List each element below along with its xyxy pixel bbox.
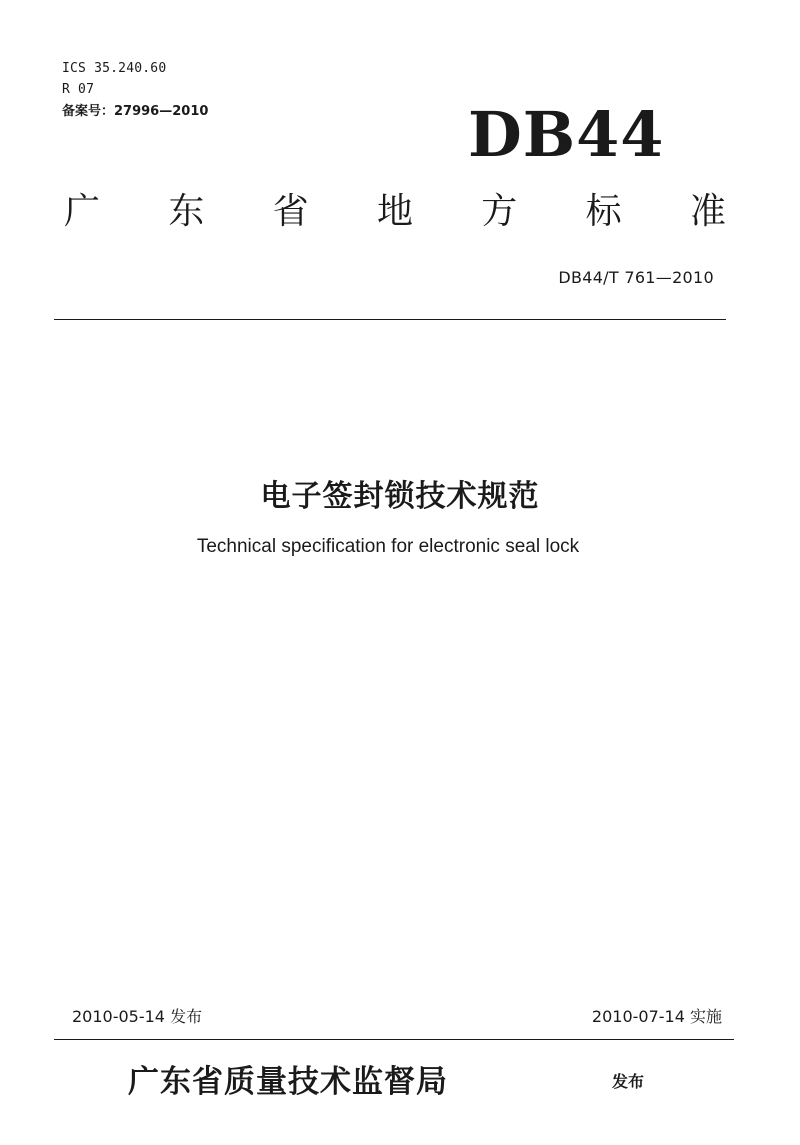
document-title-cn: 电子签封锁技术规范 <box>260 479 540 514</box>
standard-type-char: 标 <box>585 191 622 232</box>
standard-type-char: 方 <box>481 191 518 232</box>
standard-mark: DB44 <box>468 98 665 171</box>
issuer-name: 广东省质量技术监督局 <box>128 1064 448 1100</box>
standard-type-char: 广 <box>63 191 100 232</box>
standard-type-char: 省 <box>272 191 309 232</box>
standard-type-char: 准 <box>689 191 726 232</box>
top-divider <box>54 319 726 320</box>
ccs-code: R 07 <box>62 82 95 97</box>
bottom-divider <box>54 1039 734 1040</box>
issuer-suffix: 发布 <box>612 1072 645 1091</box>
implementation-date: 2010-07-14 实施 <box>591 1007 722 1026</box>
standard-type-char: 东 <box>168 191 205 232</box>
standard-type-char: 地 <box>376 191 413 232</box>
release-date: 2010-05-14 发布 <box>72 1007 203 1026</box>
standard-number: DB44/T 761—2010 <box>558 268 714 287</box>
record-number: 备案号：27996—2010 <box>62 104 209 119</box>
document-title-en: Technical specification for electronic seal lock <box>196 536 580 557</box>
standard-type-title <box>60 190 730 234</box>
ics-code: ICS 35.240.60 <box>62 61 167 76</box>
